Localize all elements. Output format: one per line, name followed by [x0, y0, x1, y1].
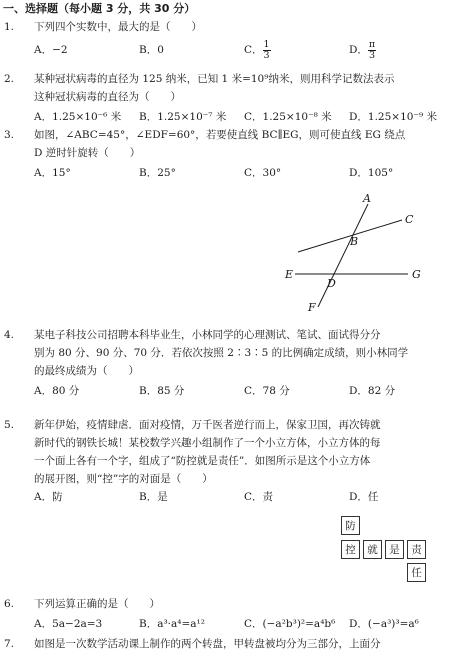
q3-option-a: A．15° — [34, 167, 71, 179]
q2-option-d: D．1.25×10⁻⁹ 米 — [349, 111, 438, 123]
q3-number: 3. — [4, 129, 15, 141]
net-cell-ren: 任 — [407, 563, 426, 582]
q7-number: 7. — [4, 638, 15, 650]
label-d: D — [327, 277, 336, 290]
q4-option-b: B．85 分 — [139, 385, 185, 397]
q1-option-b: B．0 — [139, 44, 164, 56]
label-a: A — [363, 192, 371, 205]
q5-option-b: B．是 — [139, 491, 168, 503]
line-af — [318, 204, 368, 307]
q4-stem-line2: 别为 80 分、90 分、70 分．若依次按照 2∶3∶5 的比例确定成绩，则小林同学 — [34, 347, 409, 359]
q5-stem-line4: 的展开图，则“控”字的对面是（ ） — [34, 473, 213, 485]
q1-option-c: C． $\frac{1}{3}$ — [244, 38, 270, 61]
net-cell-shi: 是 — [385, 540, 404, 559]
label-f: F — [308, 301, 316, 314]
q2-option-a: A．1.25×10⁻⁶ 米 — [34, 111, 122, 123]
q3-option-d: D．105° — [349, 167, 394, 179]
q7-stem-line1: 如图是一次数学活动课上制作的两个转盘，甲转盘被均分为三部分，上面分 — [34, 638, 381, 650]
q1-number: 1. — [4, 21, 15, 33]
q5-number: 5. — [4, 419, 15, 431]
q2-number: 2. — [4, 73, 15, 85]
q3-stem-line2: D 逆时针旋转（ ） — [34, 147, 141, 159]
q6-option-c: C．(−a²b³)²=a⁴b⁶ — [244, 618, 336, 630]
q6-option-b: B．a³·a⁴=a¹² — [139, 618, 205, 630]
q6-number: 6. — [4, 598, 15, 610]
q2-option-c: C．1.25×10⁻⁸ 米 — [244, 111, 332, 123]
q6-option-a: A．5a−2a=3 — [34, 618, 103, 630]
q3-geometry-figure — [275, 190, 435, 315]
q5-stem-line1: 新年伊始，疫情肆虐．面对疫情，万千医者逆行而上，保家卫国，再次铸就 — [34, 419, 381, 431]
net-cell-jiu: 就 — [363, 540, 382, 559]
q2-stem-line1: 某种冠状病毒的直径为 125 纳米，已知 1 米=10⁹纳米，则用科学记数法表示 — [34, 73, 395, 85]
q3-stem-line1: 如图，∠ABC=45°，∠EDF=60°，若要使直线 BC∥EG，则可使直线 EG 绕点 — [34, 129, 406, 141]
q3-option-c: C．30° — [244, 167, 282, 179]
label-e: E — [285, 268, 294, 281]
q1-stem: 下列四个实数中，最大的是（ ） — [34, 21, 202, 33]
q5-option-a: A．防 — [34, 491, 63, 503]
section-title: 一、选择题（每小题 3 分，共 30 分） — [3, 2, 196, 15]
q5-option-d: D．任 — [349, 491, 379, 503]
label-g: G — [412, 268, 421, 281]
q2-stem-line2: 这种冠状病毒的直径为（ ） — [34, 91, 181, 103]
label-c: C — [405, 213, 414, 226]
net-cell-fang: 防 — [341, 516, 360, 535]
q1-option-a: A．−2 — [34, 44, 68, 56]
net-cell-ze: 责 — [407, 540, 426, 559]
net-cell-kong: 控 — [341, 540, 360, 559]
q4-option-d: D．82 分 — [349, 385, 396, 397]
q5-stem-line3: 一个面上各有一个字，组成了“防控就是责任”．如图所示是这个小立方体 — [34, 455, 371, 467]
q4-stem-line1: 某电子科技公司招聘本科毕业生，小林同学的心理测试、笔试、面试得分分 — [34, 329, 381, 341]
q4-number: 4. — [4, 329, 15, 341]
q3-option-b: B．25° — [139, 167, 176, 179]
q4-option-c: C．78 分 — [244, 385, 290, 397]
q2-option-b: B．1.25×10⁻⁷ 米 — [139, 111, 227, 123]
q6-stem: 下列运算正确的是（ ） — [34, 598, 160, 610]
q4-stem-line3: 的最终成绩为（ ） — [34, 365, 139, 377]
q6-option-d: D．(−a³)³=a⁶ — [349, 618, 419, 630]
q5-stem-line2: 新时代的钢铁长城！某校数学兴趣小组制作了一个小立方体，小立方体的每 — [34, 437, 381, 449]
q5-option-c: C．责 — [244, 491, 274, 503]
q4-option-a: A．80 分 — [34, 385, 80, 397]
label-b: B — [350, 235, 359, 248]
q1-option-d: D． $\frac{\pi}{3}$ — [349, 38, 376, 61]
